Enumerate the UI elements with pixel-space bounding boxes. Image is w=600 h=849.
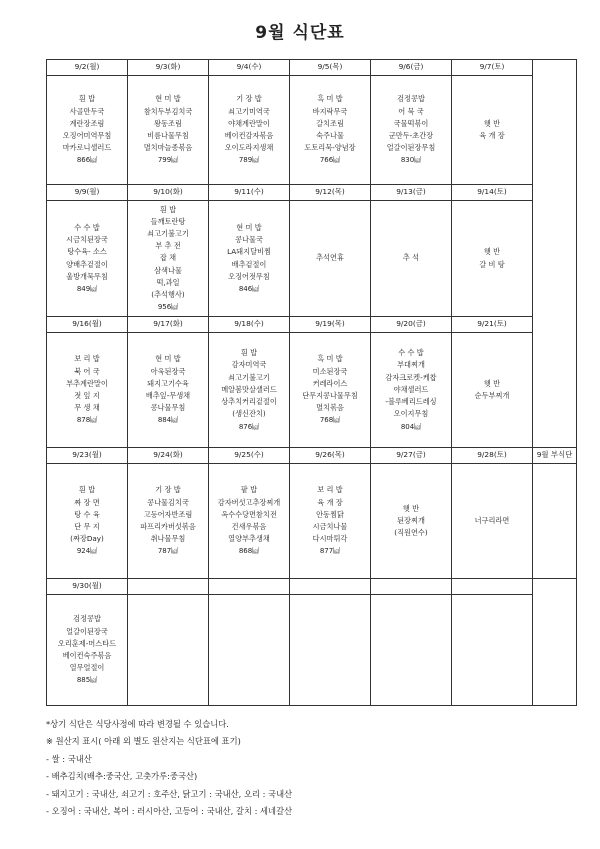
menu-item: 흰 밥 (240, 348, 258, 358)
menu-cell (452, 333, 533, 448)
menu-cell (209, 333, 290, 448)
menu-item: 현 미 밥 (155, 94, 181, 104)
side-column-bottom (533, 579, 577, 706)
menu-item: 현 미 밥 (155, 354, 181, 364)
menu-row (47, 464, 577, 579)
menu-item: 흑 미 밥 (317, 354, 343, 364)
menu-item: 콩나물국 (235, 235, 263, 245)
menu-item: 국물떡볶이 (393, 118, 429, 128)
menu-item: 멸치볶음 (316, 403, 344, 413)
menu-item: 야채계란말이 (228, 118, 270, 128)
side-column-top (533, 60, 577, 448)
side-cell (533, 464, 577, 579)
menu-item: 흰 밥 (78, 485, 96, 495)
date-cell: 9/9(월) (47, 185, 128, 201)
menu-item: 된장찌개 (397, 515, 425, 525)
menu-cell (128, 201, 209, 317)
date-cell: 9/23(월) (47, 448, 128, 464)
date-header-row (47, 185, 577, 201)
menu-cell (209, 464, 290, 579)
menu-cell (47, 201, 128, 317)
menu-cell (290, 201, 371, 317)
menu-item: 베이컨감자볶음 (224, 131, 274, 140)
menu-item: 참치두부김치국 (143, 106, 193, 116)
menu-item: 아욱된장국 (150, 366, 186, 376)
date-cell: 9/6(금) (371, 60, 452, 76)
menu-item: 추석연휴 (316, 253, 344, 263)
menu-item: 열무얼절이 (69, 663, 105, 673)
side-label: 9월 부식단 (533, 448, 577, 464)
menu-item: 햇 반 (483, 247, 501, 257)
menu-item: 짜 장 면 (74, 497, 100, 507)
calorie-value: 866㎉ (76, 156, 98, 165)
date-cell: 9/30(월) (47, 579, 128, 595)
menu-item: 햇 반 (402, 503, 420, 513)
menu-row (47, 76, 577, 185)
menu-item: 열양부추생채 (228, 534, 270, 544)
menu-item: 건새우볶음 (231, 522, 267, 531)
menu-item: 흰 밥 (159, 204, 177, 214)
menu-item: 양배추겉절이 (66, 259, 108, 269)
menu-item: 쇠고기미역국 (228, 106, 270, 116)
calorie-value: 768㎉ (319, 416, 341, 425)
menu-item: 수 수 밥 (74, 222, 100, 232)
date-cell: 9/16(월) (47, 317, 128, 333)
menu-cell (290, 595, 371, 706)
date-cell: 9/11(수) (209, 185, 290, 201)
menu-item: (생신잔치) (232, 409, 266, 419)
menu-row (47, 201, 577, 317)
menu-item: 돼지고기수육 (147, 378, 189, 388)
menu-item: 상추치커리겉절이 (221, 397, 277, 407)
menu-item: 단 무 지 (74, 522, 100, 531)
date-cell: 9/25(수) (209, 448, 290, 464)
menu-item: 다시마튀각 (312, 534, 348, 544)
note-line: *상기 식단은 식당사정에 따라 변경될 수 있습니다. (46, 719, 229, 729)
calorie-value: 787㎉ (157, 547, 179, 556)
date-cell: 9/12(목) (290, 185, 371, 201)
menu-cell (128, 333, 209, 448)
menu-item: 쇠고기불고기 (228, 372, 270, 382)
menu-item: 시금치나물 (312, 522, 348, 531)
menu-item: 파프리카버섯볶음 (140, 522, 196, 531)
calorie-value: 804㎉ (400, 422, 422, 431)
menu-table (46, 59, 577, 706)
menu-item: (직원연수) (394, 528, 428, 538)
menu-item: 감자미역국 (231, 360, 267, 370)
menu-item: 삼색나물 (154, 265, 182, 275)
menu-item: 숙주나물 (316, 131, 344, 140)
menu-item: 육 개 장 (317, 497, 343, 507)
date-cell: 9/4(수) (209, 60, 290, 76)
menu-item: (추석행사) (151, 290, 185, 299)
calorie-value: 868㎉ (238, 547, 260, 556)
menu-item: 북 어 국 (74, 366, 100, 376)
menu-item: 팥 밥 (240, 485, 258, 495)
menu-cell (47, 333, 128, 448)
calorie-value: 885㎉ (76, 676, 98, 685)
date-cell: 9/24(화) (128, 448, 209, 464)
menu-item: 야채샐러드 (393, 384, 429, 394)
menu-item: 콩나물김치국 (147, 497, 189, 507)
date-cell: 9/18(수) (209, 317, 290, 333)
menu-item: 고등어자반조림 (143, 509, 193, 519)
menu-item: 옥수수당면참치전 (221, 509, 277, 519)
menu-item: 마카로니샐러드 (62, 143, 112, 153)
date-header-row (47, 579, 577, 595)
date-cell: 9/19(목) (290, 317, 371, 333)
menu-cell (47, 464, 128, 579)
date-cell: 9/21(토) (452, 317, 533, 333)
date-cell: 9/13(금) (371, 185, 452, 201)
menu-item: 수 수 밥 (398, 348, 424, 358)
menu-item: 쇠고기불고기 (147, 228, 189, 238)
menu-item: 군만두-초간장 (388, 131, 434, 140)
menu-cell (371, 595, 452, 706)
menu-item: 시금치된장국 (66, 235, 108, 245)
menu-item: 젓 잎 지 (74, 391, 100, 400)
menu-cell (452, 464, 533, 579)
menu-item: 흑 미 밥 (317, 94, 343, 104)
menu-item: 오징어미역무침 (62, 131, 112, 140)
menu-item: 무 생 채 (74, 403, 100, 413)
calorie-value: 789㎉ (238, 156, 260, 165)
menu-item: 순두부찌개 (474, 391, 510, 400)
menu-item: 얼갈이된장무침 (386, 143, 436, 153)
date-cell: 9/27(금) (371, 448, 452, 464)
menu-item: 햇 반 (483, 118, 501, 128)
menu-cell (128, 76, 209, 185)
menu-item: 오리훈제-머스타드 (57, 638, 117, 648)
menu-item: 추 석 (402, 253, 420, 263)
menu-cell (209, 201, 290, 317)
menu-item: 안동찜닭 (316, 509, 344, 519)
calorie-value: 849㎉ (76, 284, 98, 293)
menu-item: 너구리라면 (474, 515, 510, 525)
menu-item: 부대찌개 (397, 360, 425, 370)
note-line: ※ 원산지 표시( 아래 외 별도 원산지는 식단표에 표기) (46, 736, 241, 747)
menu-item: 검정콩밥 (73, 614, 101, 624)
menu-item: 오징어젓무침 (228, 271, 270, 281)
calorie-value: 846㎉ (238, 284, 260, 293)
menu-item: 탕수육- 소스 (67, 247, 107, 257)
calorie-value: 876㎉ (238, 422, 260, 431)
menu-item: 배추잎-무생채 (145, 391, 191, 400)
menu-item: (짜장Day) (70, 534, 104, 544)
note-line: - 쌀 : 국내산 (46, 753, 92, 764)
date-cell: 9/2(월) (47, 60, 128, 76)
menu-item: 미소된장국 (312, 366, 348, 376)
menu-item: 단무지콩나물무침 (302, 391, 358, 400)
menu-item: 배추겉절이 (231, 259, 267, 269)
menu-item: 갈 비 탕 (479, 259, 505, 269)
note-line: - 오징어 : 국내산, 복어 : 러시아산, 고등어 : 국내산, 갈치 : 세네갈산 (46, 806, 293, 817)
date-cell: 9/3(화) (128, 60, 209, 76)
menu-item: 육 개 장 (479, 131, 505, 140)
menu-cell (290, 333, 371, 448)
menu-item: 흰 밥 (78, 94, 96, 104)
date-cell (128, 579, 209, 595)
menu-item: 어 묵 국 (398, 106, 424, 116)
menu-item: 잡 채 (159, 253, 177, 263)
date-cell: 9/10(화) (128, 185, 209, 201)
calorie-value: 830㎉ (400, 156, 422, 165)
date-cell: 9/14(토) (452, 185, 533, 201)
menu-item: 탕 수 육 (74, 509, 100, 519)
menu-item: -블루베리드레싱 (385, 397, 437, 407)
date-header-row (47, 60, 577, 76)
menu-item: 얼갈이된장국 (66, 626, 108, 636)
calorie-value: 956㎉ (157, 303, 179, 312)
date-cell: 9/20(금) (371, 317, 452, 333)
calorie-value: 877㎉ (319, 547, 341, 556)
date-cell (371, 579, 452, 595)
date-cell: 9/7(토) (452, 60, 533, 76)
menu-item: 콩나물무침 (150, 403, 186, 413)
calorie-value: 766㎉ (319, 156, 341, 165)
menu-item: 갈치조림 (316, 118, 344, 128)
menu-item: 떡,과일 (156, 277, 180, 287)
menu-cell (128, 464, 209, 579)
menu-item: 부 추 전 (155, 241, 181, 251)
menu-item: 멸치마늘종볶음 (143, 143, 193, 153)
menu-item: 기 장 밥 (155, 485, 181, 495)
menu-item: 계란장조림 (69, 118, 105, 128)
date-cell (209, 579, 290, 595)
menu-row (47, 333, 577, 448)
menu-item: 베이컨숙주볶음 (62, 651, 112, 660)
menu-item: 보 리 밥 (74, 354, 100, 364)
menu-item: 부추계란말이 (66, 378, 108, 388)
menu-item: 오이도라지생채 (224, 143, 274, 153)
date-cell (452, 579, 533, 595)
menu-cell (452, 76, 533, 185)
menu-item: 현 미 밥 (236, 222, 262, 232)
date-cell: 9/28(토) (452, 448, 533, 464)
menu-item: 감자크로켓-케찹 (385, 372, 437, 382)
date-cell (290, 579, 371, 595)
menu-cell (47, 76, 128, 185)
menu-cell (371, 333, 452, 448)
menu-item: 비름나물무침 (147, 131, 189, 140)
menu-cell (47, 595, 128, 706)
note-line: - 돼지고기 : 국내산, 쇠고기 : 호주산, 닭고기 : 국내산, 오리 : 국내산 (46, 788, 293, 799)
menu-item: 기 장 밥 (236, 94, 262, 104)
menu-cell (371, 201, 452, 317)
menu-row (47, 595, 577, 706)
menu-cell (209, 76, 290, 185)
menu-item: 들깨토란탕 (150, 216, 186, 226)
menu-item: 검정콩밥 (397, 94, 425, 104)
date-cell: 9/5(목) (290, 60, 371, 76)
note-line: - 배추김치(배추:중국산, 고춧가루:중국산) (46, 771, 198, 782)
menu-cell (209, 595, 290, 706)
menu-cell (371, 76, 452, 185)
menu-item: 왕동조림 (154, 118, 182, 128)
menu-item: 취나물무침 (150, 534, 186, 544)
menu-cell (452, 595, 533, 706)
page-title: 9월 식단표 (255, 23, 345, 43)
menu-item: LA돼지달비찜 (227, 247, 271, 257)
date-header-row (47, 317, 577, 333)
menu-cell (290, 464, 371, 579)
calorie-value: 878㎉ (76, 416, 98, 425)
menu-item: 울방개묵무침 (66, 271, 108, 281)
date-cell: 9/26(목) (290, 448, 371, 464)
calorie-value: 884㎉ (157, 416, 179, 425)
menu-item: 메알봄맛살샐러드 (221, 384, 277, 394)
calorie-value: 924㎉ (76, 547, 98, 556)
menu-cell (290, 76, 371, 185)
notes (46, 716, 566, 820)
menu-cell (452, 201, 533, 317)
calorie-value: 799㎉ (157, 156, 179, 165)
menu-cell (371, 464, 452, 579)
menu-item: 도토리묵-양념장 (304, 143, 356, 153)
menu-item: 햇 반 (483, 378, 501, 388)
menu-item: 사골만두국 (69, 106, 105, 116)
menu-item: 보 리 밥 (317, 485, 343, 495)
menu-cell (128, 595, 209, 706)
menu-item: 바지락무국 (312, 106, 348, 116)
menu-item: 오이지무침 (393, 409, 429, 419)
date-cell: 9/17(화) (128, 317, 209, 333)
menu-item: 커레라이스 (312, 378, 348, 388)
date-header-row (47, 448, 577, 464)
menu-item: 감자버섯고추장찌개 (217, 497, 281, 507)
